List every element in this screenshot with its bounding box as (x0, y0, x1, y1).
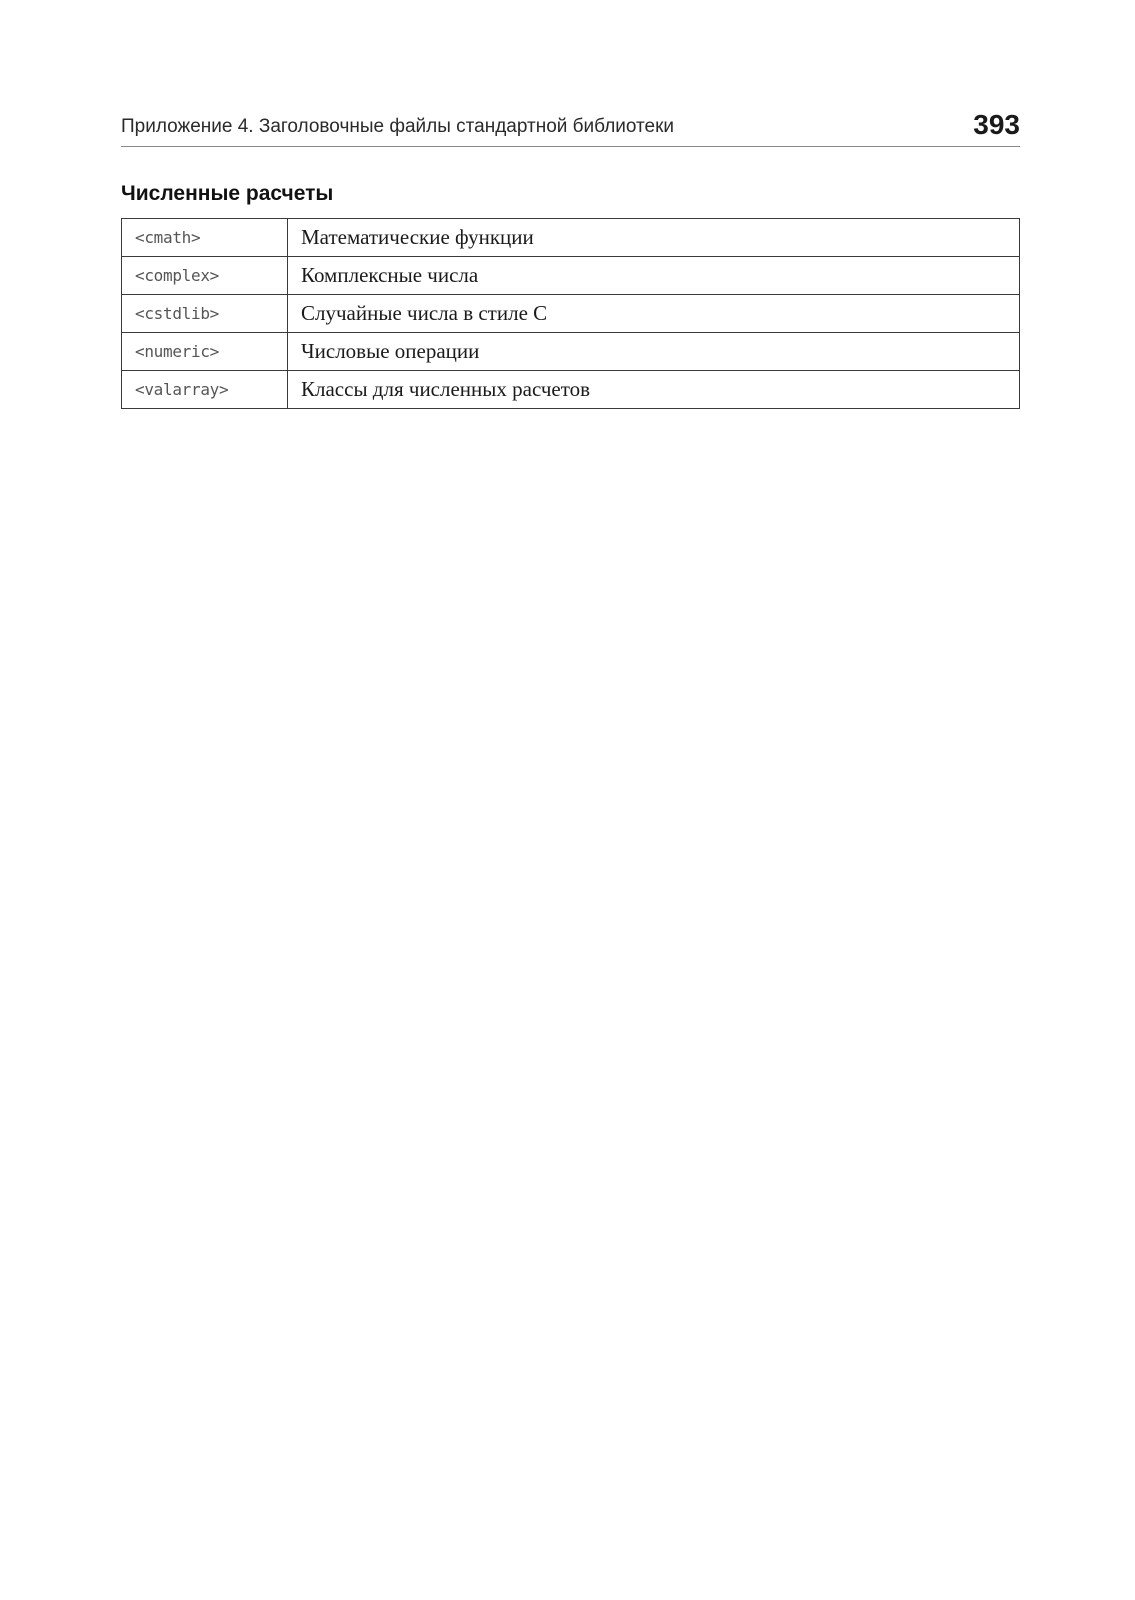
table-row (122, 295, 1020, 333)
page-number: 393 (973, 109, 1020, 140)
table-row (122, 257, 1020, 295)
table-row (122, 333, 1020, 371)
header-file-name: <valarray> (122, 371, 288, 409)
header-file-description: Случайные числа в стиле C (288, 295, 1020, 333)
section-heading: Численные расчеты (121, 182, 334, 205)
table-row (122, 371, 1020, 409)
header-file-description: Числовые операции (288, 333, 1020, 371)
header-file-name: <numeric> (122, 333, 288, 371)
header-file-description: Классы для численных расчетов (288, 371, 1020, 409)
header-file-name: <complex> (122, 257, 288, 295)
header-file-name: <cmath> (122, 219, 288, 257)
running-header-title: Приложение 4. Заголовочные файлы стандартной библиотеки (121, 116, 675, 137)
running-header (121, 108, 1020, 147)
headers-table (121, 218, 1020, 409)
header-file-description: Комплексные числа (288, 257, 1020, 295)
header-file-description: Математические функции (288, 219, 1020, 257)
table-row (122, 219, 1020, 257)
header-file-name: <cstdlib> (122, 295, 288, 333)
